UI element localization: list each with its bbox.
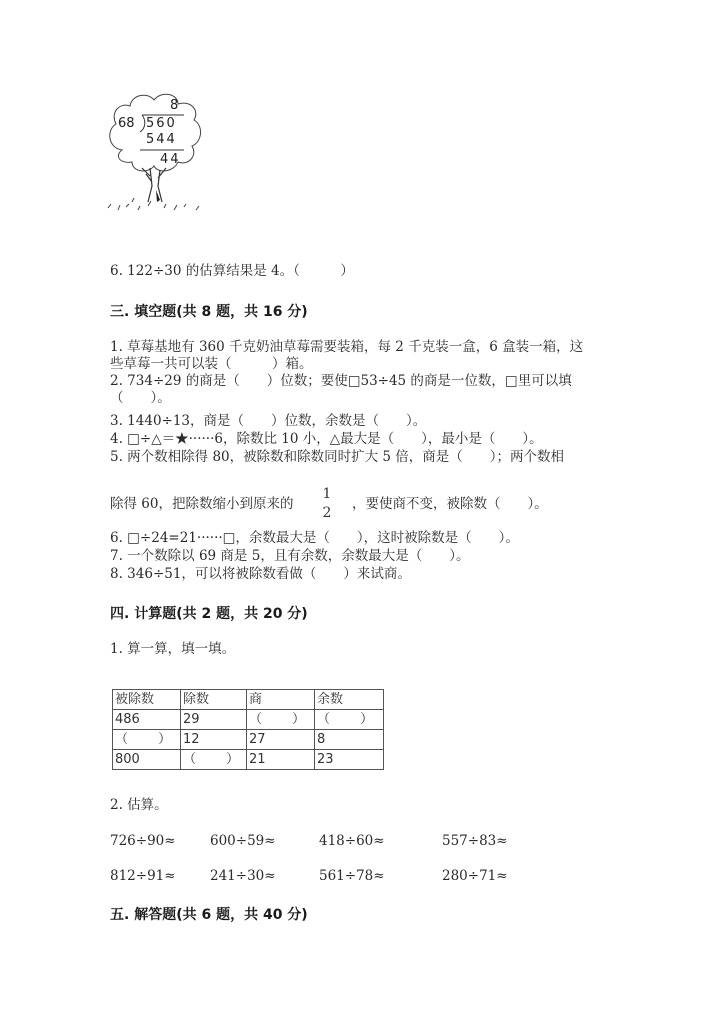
table-cell: 23 bbox=[315, 750, 384, 770]
fill-q6: 6. □÷24=21······□，余数最大是（ ），这时被除数是（ ）。 bbox=[110, 530, 519, 546]
table-cell: 27 bbox=[247, 730, 315, 750]
table-header: 被除数 bbox=[113, 690, 181, 710]
table-header: 商 bbox=[247, 690, 315, 710]
estimate-item: 280÷71≈ bbox=[442, 868, 508, 884]
table-row bbox=[113, 710, 384, 730]
estimate-item: 557÷83≈ bbox=[442, 833, 508, 849]
fraction-one-half bbox=[320, 486, 334, 521]
table-header: 余数 bbox=[315, 690, 384, 710]
divisor: 68 bbox=[118, 116, 135, 131]
table-cell-blank: （ ） bbox=[247, 710, 315, 730]
section-3-heading: 三. 填空题(共 8 题，共 16 分) bbox=[110, 304, 308, 320]
table-cell-blank: （ ） bbox=[315, 710, 384, 730]
estimate-item: 812÷91≈ bbox=[110, 868, 176, 884]
division-table bbox=[112, 689, 384, 770]
table-cell: 486 bbox=[113, 710, 181, 730]
table-header-row bbox=[113, 690, 384, 710]
section-5-heading: 五. 解答题(共 6 题，共 40 分) bbox=[110, 907, 308, 923]
table-cell: 800 bbox=[113, 750, 181, 770]
fill-q5-line2-after: ，要使商不变，被除数（ ）。 bbox=[352, 496, 548, 512]
fill-q5-line1: 5. 两个数相除得 80，被除数和除数同时扩大 5 倍，商是（ ）；两个数相 bbox=[110, 449, 565, 465]
estimate-item: 726÷90≈ bbox=[110, 833, 176, 849]
tree-icon bbox=[104, 90, 214, 220]
fill-q1-line2: 些草莓一共可以装（ ）箱。 bbox=[110, 356, 313, 372]
quotient: 8 bbox=[170, 98, 179, 113]
fraction-denominator: 2 bbox=[322, 505, 332, 521]
dividend: 560 bbox=[146, 116, 177, 131]
tree-division-illustration bbox=[104, 90, 214, 220]
table-header: 除数 bbox=[181, 690, 247, 710]
table-cell: 21 bbox=[247, 750, 315, 770]
fill-q1-line1: 1. 草莓基地有 360 千克奶油草莓需要装箱，每 2 千克装一盒，6 盒装一箱，这 bbox=[110, 339, 584, 355]
product: 544 bbox=[146, 132, 177, 147]
remainder: 44 bbox=[160, 152, 181, 167]
fraction-numerator: 1 bbox=[322, 486, 332, 502]
judgement-question-6: 6. 122÷30 的估算结果是 4。（ ） bbox=[110, 263, 354, 279]
estimate-item: 561÷78≈ bbox=[319, 868, 385, 884]
estimate-item: 418÷60≈ bbox=[319, 833, 385, 849]
fill-q3: 3. 1440÷13，商是（ ）位数，余数是（ ）。 bbox=[110, 413, 427, 429]
fill-q2-line2: （ ）。 bbox=[110, 390, 171, 406]
table-cell: 12 bbox=[181, 730, 247, 750]
table-cell: 29 bbox=[181, 710, 247, 730]
table-cell-blank: （ ） bbox=[181, 750, 247, 770]
table-cell-blank: （ ） bbox=[113, 730, 181, 750]
table-row bbox=[113, 750, 384, 770]
estimate-item: 241÷30≈ bbox=[210, 868, 276, 884]
calc-q1-label: 1. 算一算，填一填。 bbox=[110, 641, 236, 657]
fill-q4: 4. □÷△＝★······6，除数比 10 小，△最大是（ ），最小是（ ）。 bbox=[110, 431, 543, 447]
fill-q5-line2-before: 除得 60，把除数缩小到原来的 bbox=[110, 496, 294, 512]
fill-q8: 8. 346÷51，可以将被除数看做（ ）来试商。 bbox=[110, 566, 411, 582]
section-4-heading: 四. 计算题(共 2 题，共 20 分) bbox=[110, 606, 308, 622]
fill-q7: 7. 一个数除以 69 商是 5，且有余数，余数最大是（ ）。 bbox=[110, 548, 470, 564]
calc-q2-label: 2. 估算。 bbox=[110, 797, 168, 813]
table-row bbox=[113, 730, 384, 750]
fill-q2-line1: 2. 734÷29 的商是（ ）位数；要使□53÷45 的商是一位数，□里可以填 bbox=[110, 373, 572, 389]
table-cell: 8 bbox=[315, 730, 384, 750]
estimate-item: 600÷59≈ bbox=[210, 833, 276, 849]
